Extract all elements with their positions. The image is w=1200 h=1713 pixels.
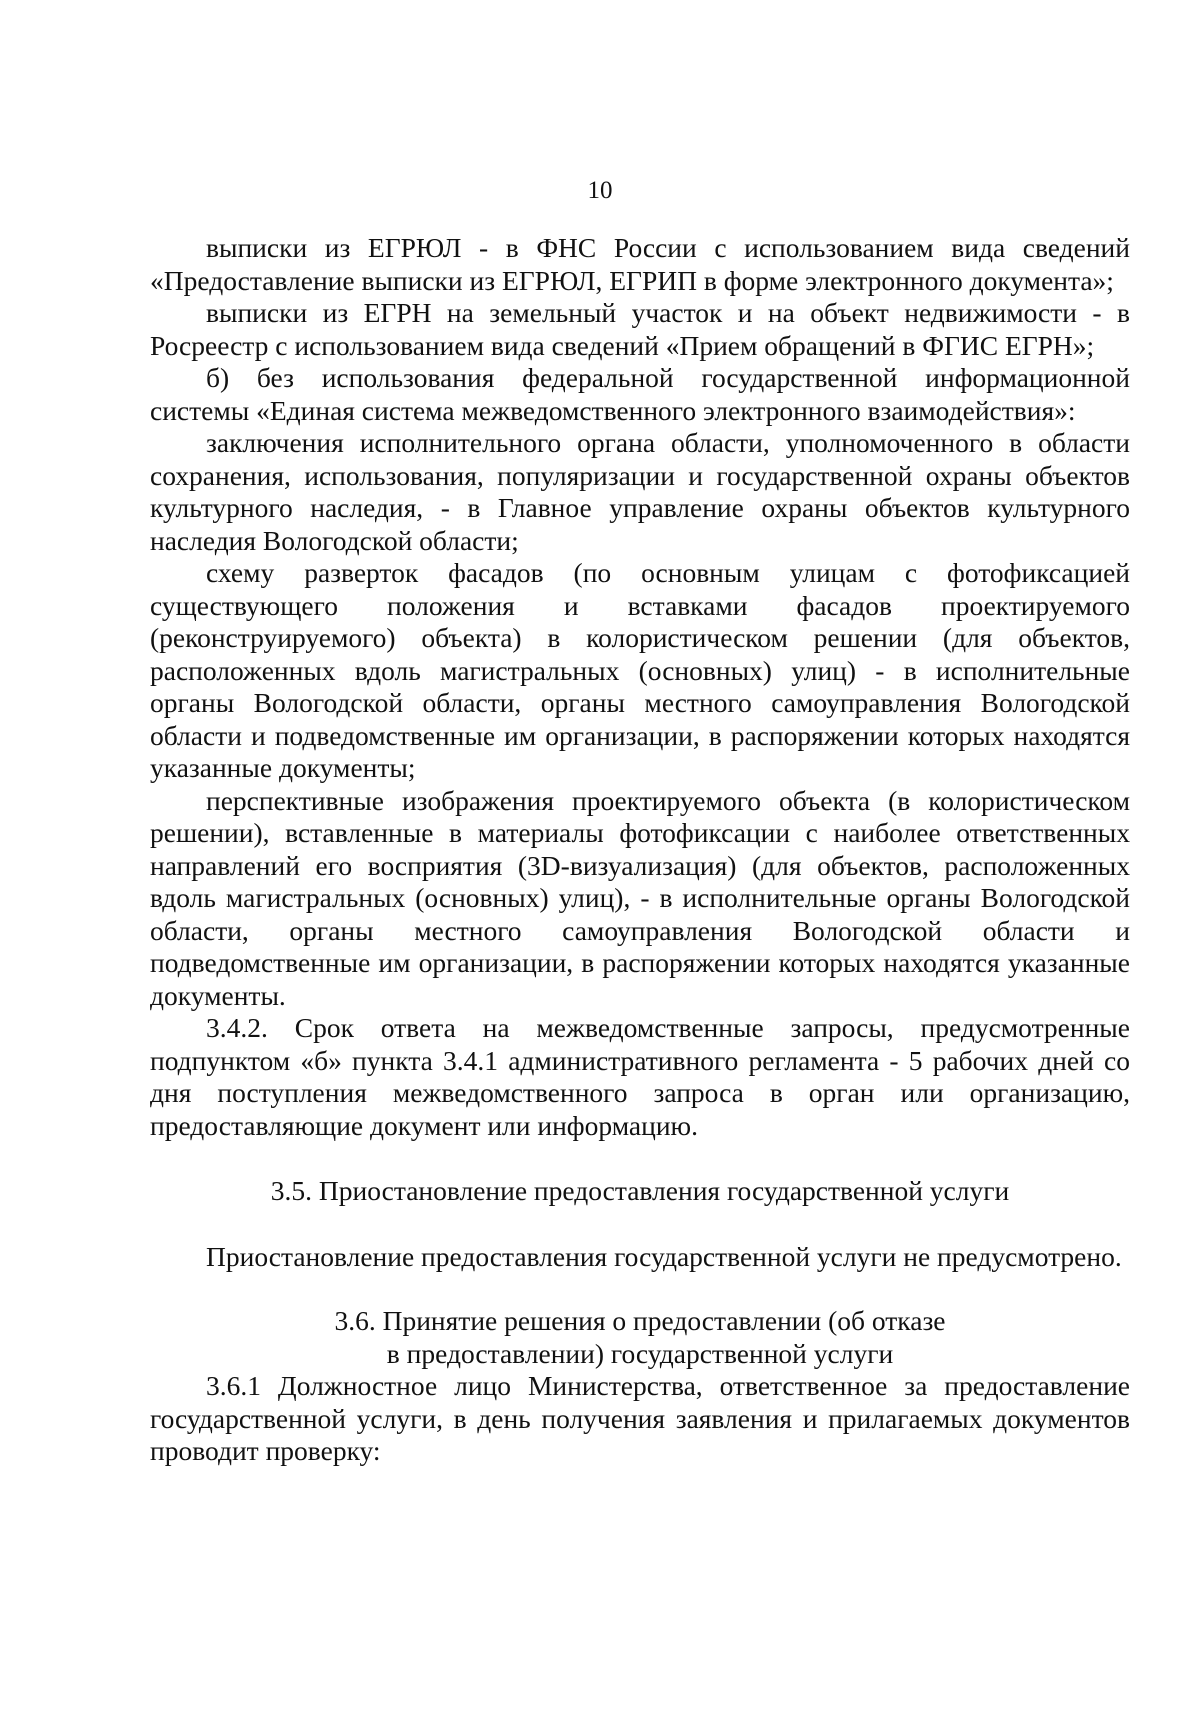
section-heading-3-5: 3.5. Приостановление предоставления государственной услуги [270, 1175, 1010, 1206]
paragraph-cultural-heritage: заключения исполнительного органа области, уполномоченного в области сохранения, использования, популяризации и государственной охраны объектов культурного наследия, - в Главное управление охраны объектов культурного наследия Вологодской области; [150, 427, 1130, 556]
section-heading-3-6-line-1: 3.6. Принятие решения о предоставлении (об отказе [334, 1305, 946, 1336]
paragraph-3-6-1: 3.6.1 Должностное лицо Министерства, ответственное за предоставление государственной услуги, в день получения заявления и прилагаемых документов проводит проверку: [150, 1370, 1130, 1466]
paragraph-3d-visualization: перспективные изображения проектируемого объекта (в колористическом решении), вставленные в материалы фотофиксации с наиболее ответственных направлений его восприятия (3D-визуализация) (для объектов, расположенных вдоль магистральных (основных) улиц), - в исполнительные органы Вологодской области, органы местного самоуправления Вологодской области и подведомственные им организации, в распоряжении которых находятся указанные документы. [150, 784, 1130, 1011]
paragraph-facade-scheme: схему разверток фасадов (по основным улицам с фотофиксацией существующего положения и вставками фасадов проектируемого (реконструируемого) объекта) в колористическом решении (для объектов, расположенных вдоль магистральных (основных) улиц) - в исполнительные органы Вологодской области, органы местного самоуправления Вологодской области и подведомственные им организации, в распоряжении которых находятся указанные документы; [150, 557, 1130, 783]
document-body [150, 232, 1130, 1468]
section-heading-3-6-line-2: в предоставлении) государственной услуги [386, 1337, 894, 1369]
paragraph-egrul: выписки из ЕГРЮЛ - в ФНС России с использованием вида сведений «Предоставление выписки из ЕГРЮЛ, ЕГРИП в форме электронного документа»; [150, 232, 1130, 296]
paragraph-3-5: Приостановление предоставления государственной услуги не предусмотрено. [206, 1240, 1122, 1272]
section-heading-3-6 [150, 1305, 1130, 1370]
paragraph-egrn: выписки из ЕГРН на земельный участок и на объект недвижимости - в Росреестр с использованием вида сведений «Прием обращений в ФГИС ЕГРН»; [150, 297, 1130, 361]
paragraph-3-4-2: 3.4.2. Срок ответа на межведомственные запросы, предусмотренные подпунктом «б» пункта 3.4.1 административного регламента - 5 рабочих дней со дня поступления межведомственного запроса в орган или организацию, предоставляющие документ или информацию. [150, 1012, 1130, 1141]
paragraph-without-smev: б) без использования федеральной государственной информационной системы «Единая система межведомственного электронного взаимодействия»: [150, 362, 1130, 426]
page-number: 10 [587, 177, 613, 204]
